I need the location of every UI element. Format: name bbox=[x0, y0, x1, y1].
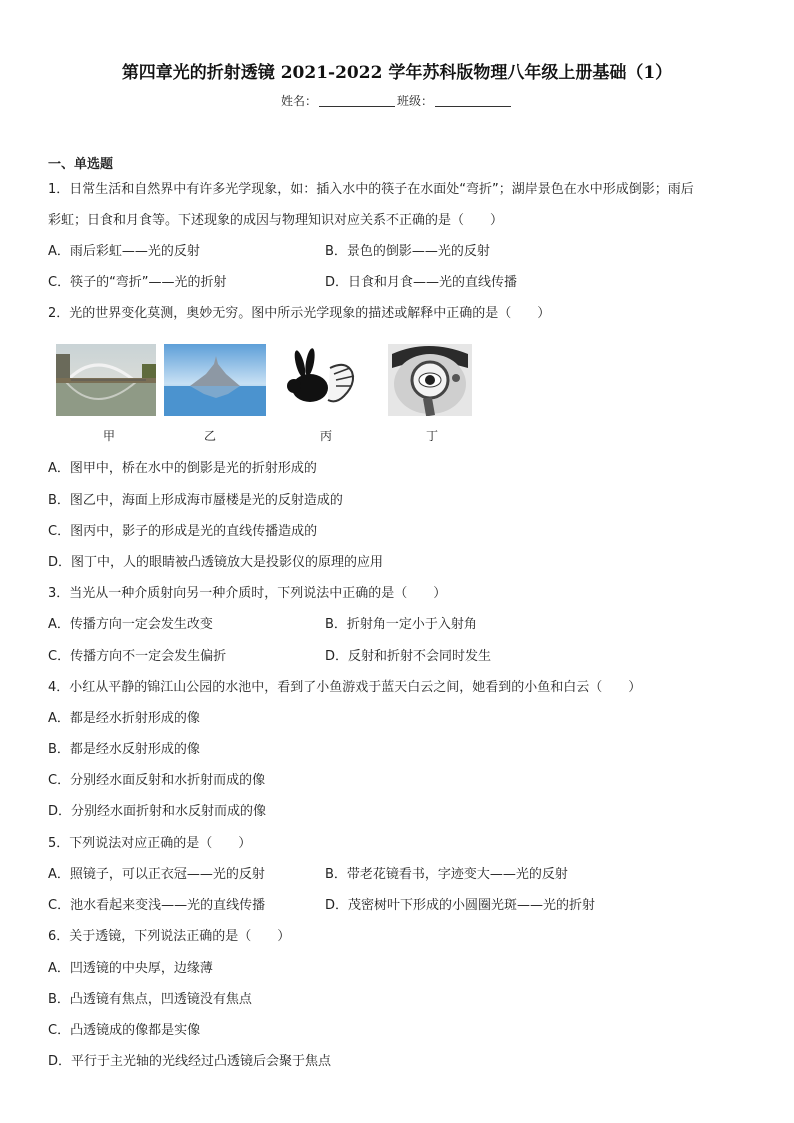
q5-option-c: C．池水看起来变浅——光的直线传播 bbox=[48, 898, 266, 913]
q4-option-d: D．分别经水面折射和水反射而成的像 bbox=[48, 804, 267, 819]
student-info bbox=[0, 92, 794, 109]
q6-option-a: A．凹透镜的中央厚，边缘薄 bbox=[48, 961, 213, 976]
caption-yi: 乙 bbox=[203, 429, 216, 443]
caption-jia: 甲 bbox=[102, 429, 115, 443]
q4-option-c: C．分别经水面反射和水折射而成的像 bbox=[48, 773, 266, 788]
q1-stem-line2: 彩虹；日食和月食等。下述现象的成因与物理知识对应关系不正确的是（ ） bbox=[48, 213, 504, 228]
page-title: 第四章光的折射透镜 2021-2022 学年苏科版物理八年级上册基础（1） bbox=[121, 63, 673, 83]
q4-option-b: B．都是经水反射形成的像 bbox=[48, 742, 200, 757]
q1-option-a: A．雨后彩虹——光的反射 bbox=[48, 244, 200, 259]
q6-option-c: C．凸透镜成的像都是实像 bbox=[48, 1023, 201, 1038]
q2-option-d: D．图丁中，人的眼睛被凸透镜放大是投影仪的原理的应用 bbox=[48, 555, 384, 570]
q3-option-d: D．反射和折射不会同时发生 bbox=[325, 649, 492, 664]
q2-option-a: A．图甲中，桥在水中的倒影是光的折射形成的 bbox=[48, 461, 317, 476]
q3-option-b: B．折射角一定小于入射角 bbox=[325, 617, 477, 632]
caption-bing: 丙 bbox=[319, 429, 332, 443]
q5-option-d: D．茂密树叶下形成的小圆圈光斑——光的折射 bbox=[325, 898, 596, 913]
q1-option-d: D．日食和月食——光的直线传播 bbox=[325, 275, 518, 290]
q6-option-d: D．平行于主光轴的光线经过凸透镜后会聚于焦点 bbox=[48, 1054, 332, 1069]
figure-mirage bbox=[164, 344, 266, 416]
q6-option-b: B．凸透镜有焦点，凹透镜没有焦点 bbox=[48, 992, 252, 1007]
q4-option-a: A．都是经水折射形成的像 bbox=[48, 711, 200, 726]
q5-option-b: B．带老花镜看书，字迹变大——光的反射 bbox=[325, 867, 568, 882]
class-blank[interactable] bbox=[435, 94, 511, 107]
figure-hand-shadow bbox=[278, 344, 362, 416]
figure-bridge-reflection bbox=[56, 344, 156, 416]
q3-stem: 3．当光从一种介质射向另一种介质时，下列说法中正确的是（ ） bbox=[48, 586, 447, 601]
q1-option-b: B．景色的倒影——光的反射 bbox=[325, 244, 490, 259]
class-label: 班级： bbox=[397, 94, 434, 108]
q2-stem: 2．光的世界变化莫测，奥妙无穷。图中所示光学现象的描述或解释中正确的是（ ） bbox=[48, 306, 551, 321]
name-label: 姓名： bbox=[280, 94, 317, 108]
q2-option-c: C．图丙中，影子的形成是光的直线传播造成的 bbox=[48, 524, 318, 539]
q3-option-c: C．传播方向不一定会发生偏折 bbox=[48, 649, 227, 664]
q6-stem: 6．关于透镜，下列说法正确的是（ ） bbox=[48, 929, 291, 944]
figure-magnifier-eye bbox=[388, 344, 472, 416]
caption-ding: 丁 bbox=[425, 429, 438, 443]
q1-option-c: C．筷子的“弯折”——光的折射 bbox=[48, 275, 227, 290]
q5-option-a: A．照镜子，可以正衣冠——光的反射 bbox=[48, 867, 265, 882]
q4-stem: 4．小红从平静的锦江山公园的水池中，看到了小鱼游戏于蓝天白云之间，她看到的小鱼和白云（ ） bbox=[48, 680, 642, 695]
q1-stem-line1: 1．日常生活和自然界中有许多光学现象，如：插入水中的筷子在水面处“弯折”；湖岸景色在水中形成倒影；雨后 bbox=[48, 182, 694, 197]
section-heading: 一、单选题 bbox=[48, 157, 114, 172]
q5-stem: 5．下列说法对应正确的是（ ） bbox=[48, 836, 252, 851]
q3-option-a: A．传播方向一定会发生改变 bbox=[48, 617, 213, 632]
q2-option-b: B．图乙中，海面上形成海市蜃楼是光的反射造成的 bbox=[48, 493, 343, 508]
name-blank[interactable] bbox=[319, 94, 395, 107]
